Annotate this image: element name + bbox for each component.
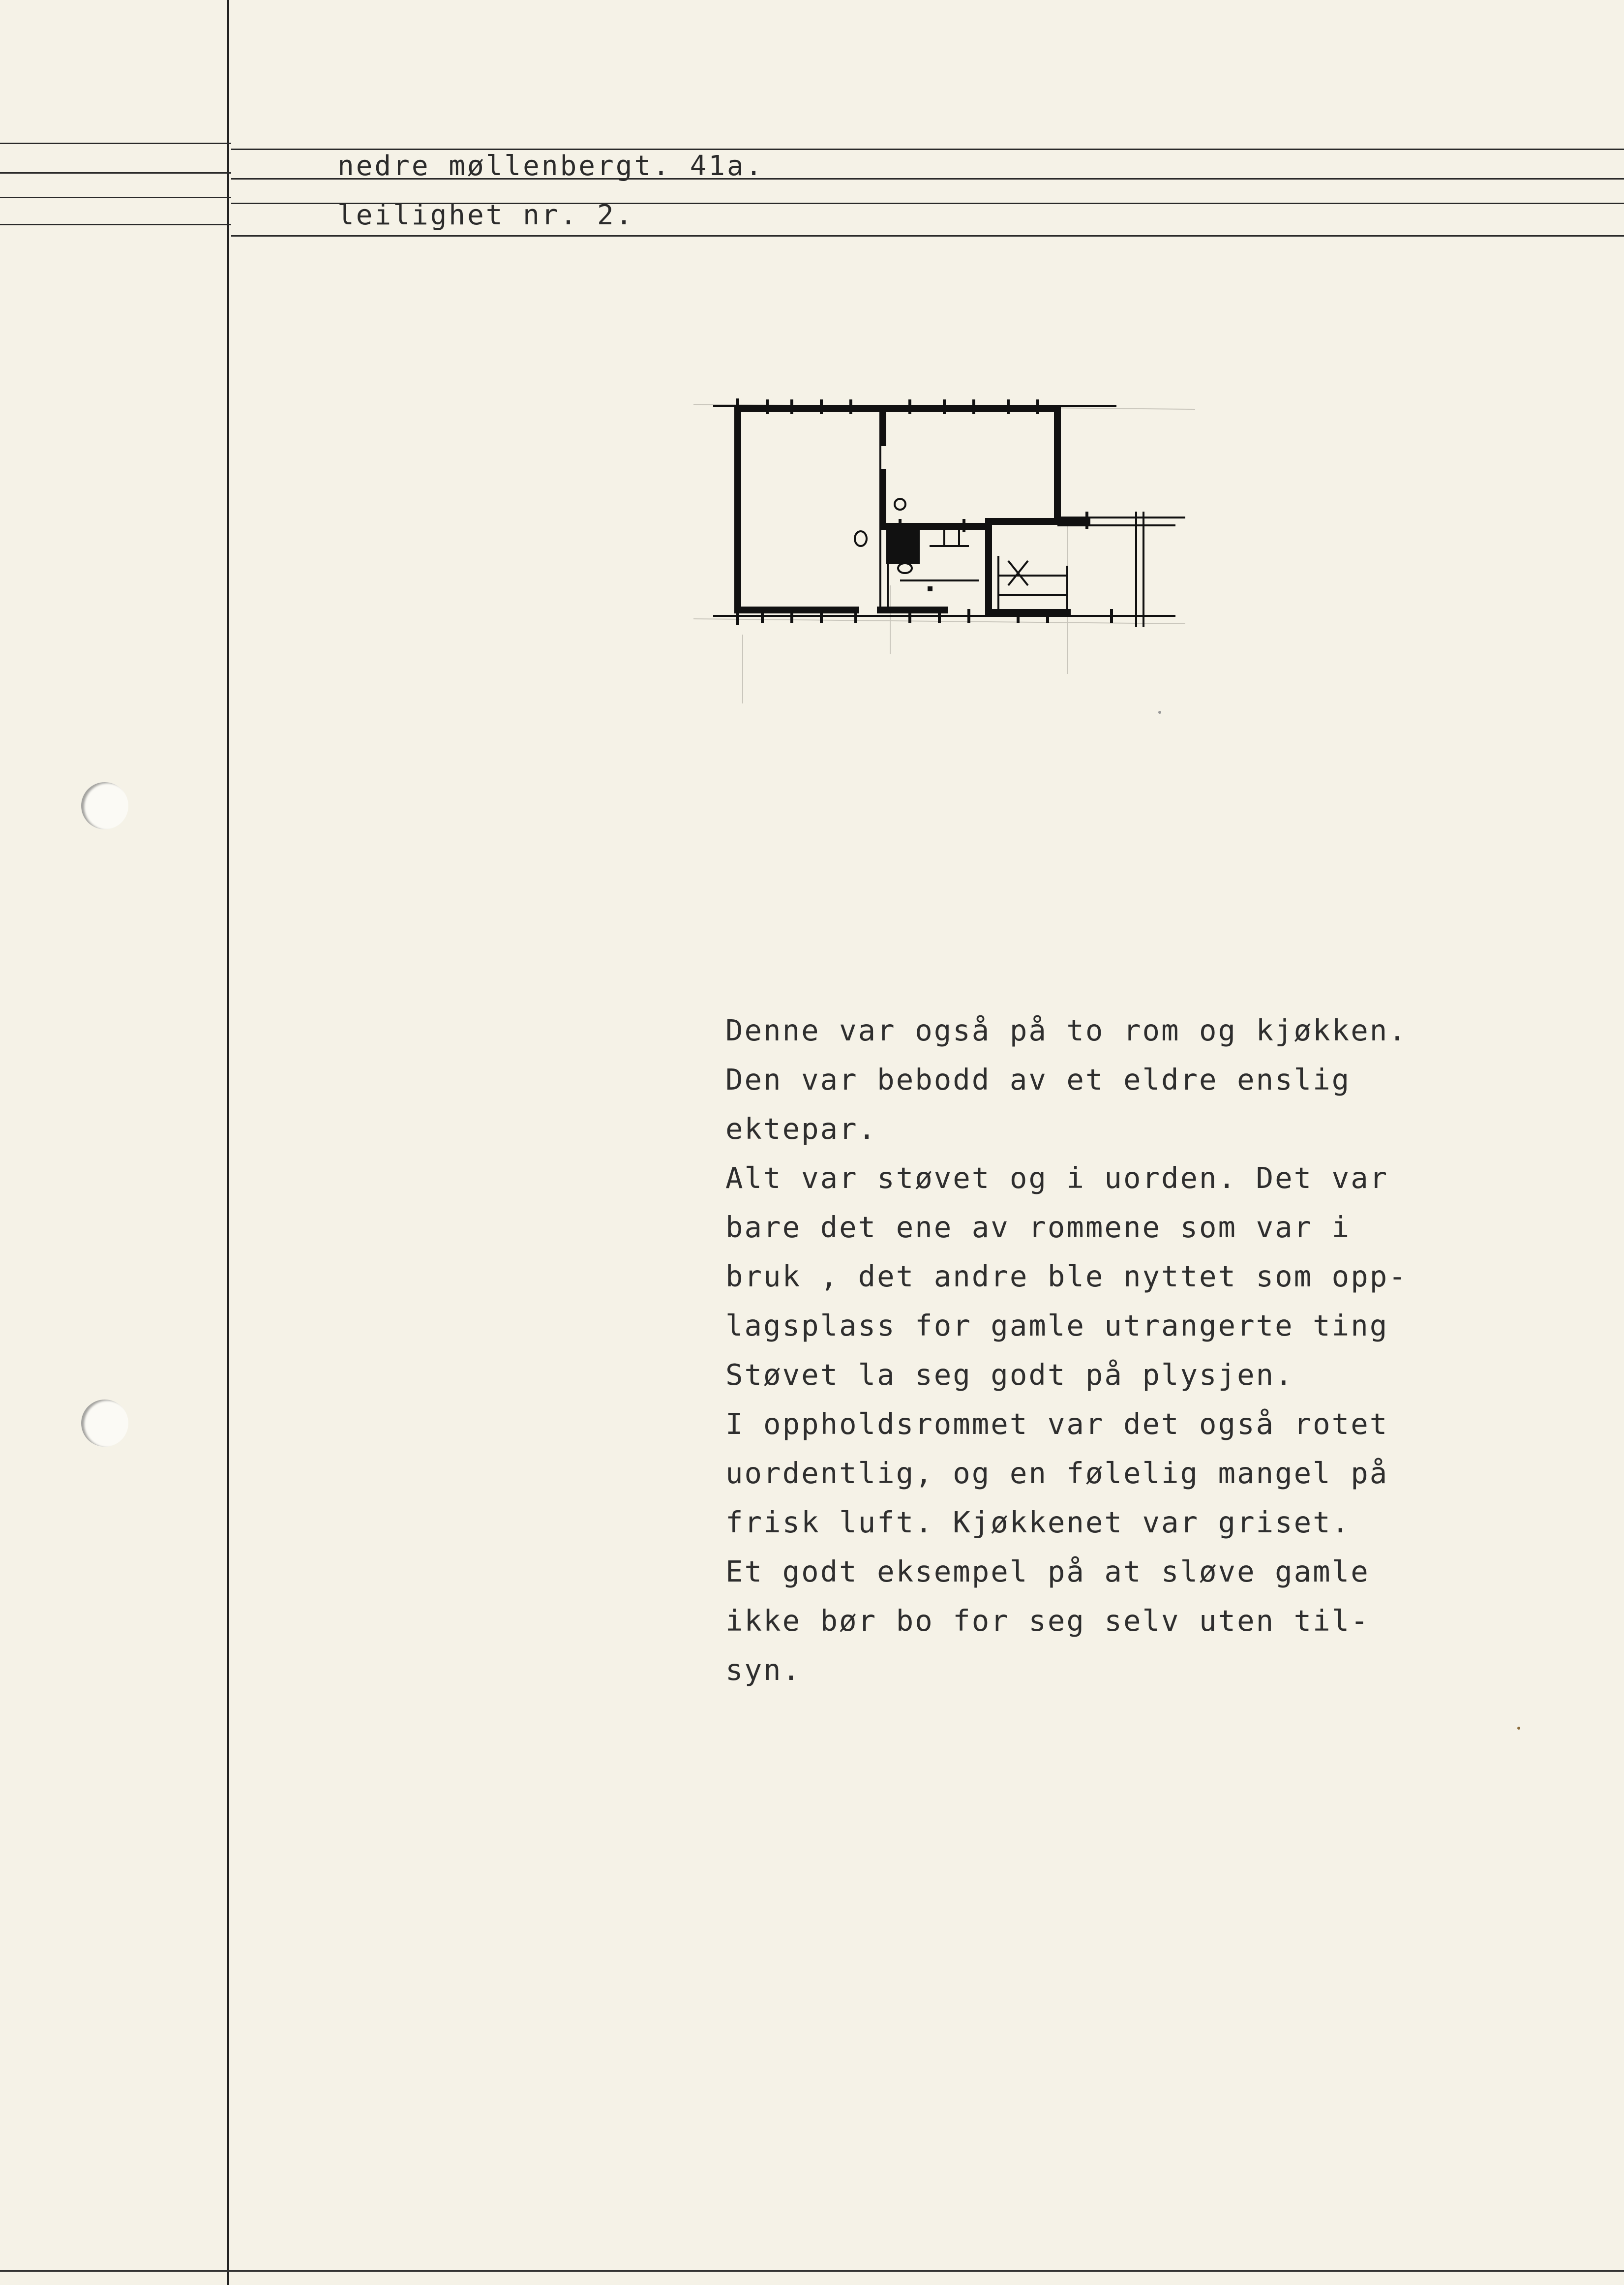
floorplan-drawing	[693, 379, 1195, 703]
chimney-icon	[895, 499, 905, 510]
body-line: bruk , det andre ble nyttet som opp-	[725, 1259, 1408, 1293]
body-line: Den var bebodd av et eldre enslig	[725, 1063, 1351, 1097]
body-line: lagsplass for gamle utrangerte ting	[725, 1309, 1389, 1342]
stove-icon	[886, 529, 920, 564]
punch-hole	[81, 782, 128, 829]
body-line: I oppholdsrommet var det også rotet	[725, 1407, 1389, 1441]
body-line: ikke bør bo for seg selv uten til-	[725, 1604, 1370, 1638]
body-line: Et godt eksempel på at sløve gamle	[725, 1554, 1370, 1588]
body-line: ektepar.	[725, 1112, 877, 1146]
paper-speck	[1158, 711, 1161, 714]
body-line: uordentlig, og en følelig mangel på	[725, 1456, 1389, 1490]
body-line: syn.	[725, 1653, 802, 1687]
punch-hole	[81, 1400, 128, 1447]
body-line: Støvet la seg godt på plysjen.	[725, 1358, 1294, 1392]
margin-line	[227, 0, 229, 2285]
header-rule	[0, 197, 231, 198]
header-rule	[231, 235, 1624, 237]
bottom-rule	[0, 2270, 1624, 2272]
body-line: bare det ene av rommene som var i	[725, 1210, 1351, 1244]
body-line: Alt var støvet og i uorden. Det var	[725, 1161, 1389, 1195]
body-paragraph	[725, 1006, 1512, 1695]
header-rule	[0, 143, 231, 144]
paper-speck	[1517, 1727, 1520, 1730]
address-heading: nedre møllenbergt. 41a.	[337, 150, 764, 182]
body-line: frisk luft. Kjøkkenet var griset.	[725, 1505, 1351, 1539]
sink-icon	[855, 531, 867, 546]
body-line: Denne var også på to rom og kjøkken.	[725, 1013, 1408, 1047]
header-rule	[0, 224, 231, 225]
header-rule	[0, 172, 231, 174]
apartment-heading: leilighet nr. 2.	[337, 199, 634, 231]
